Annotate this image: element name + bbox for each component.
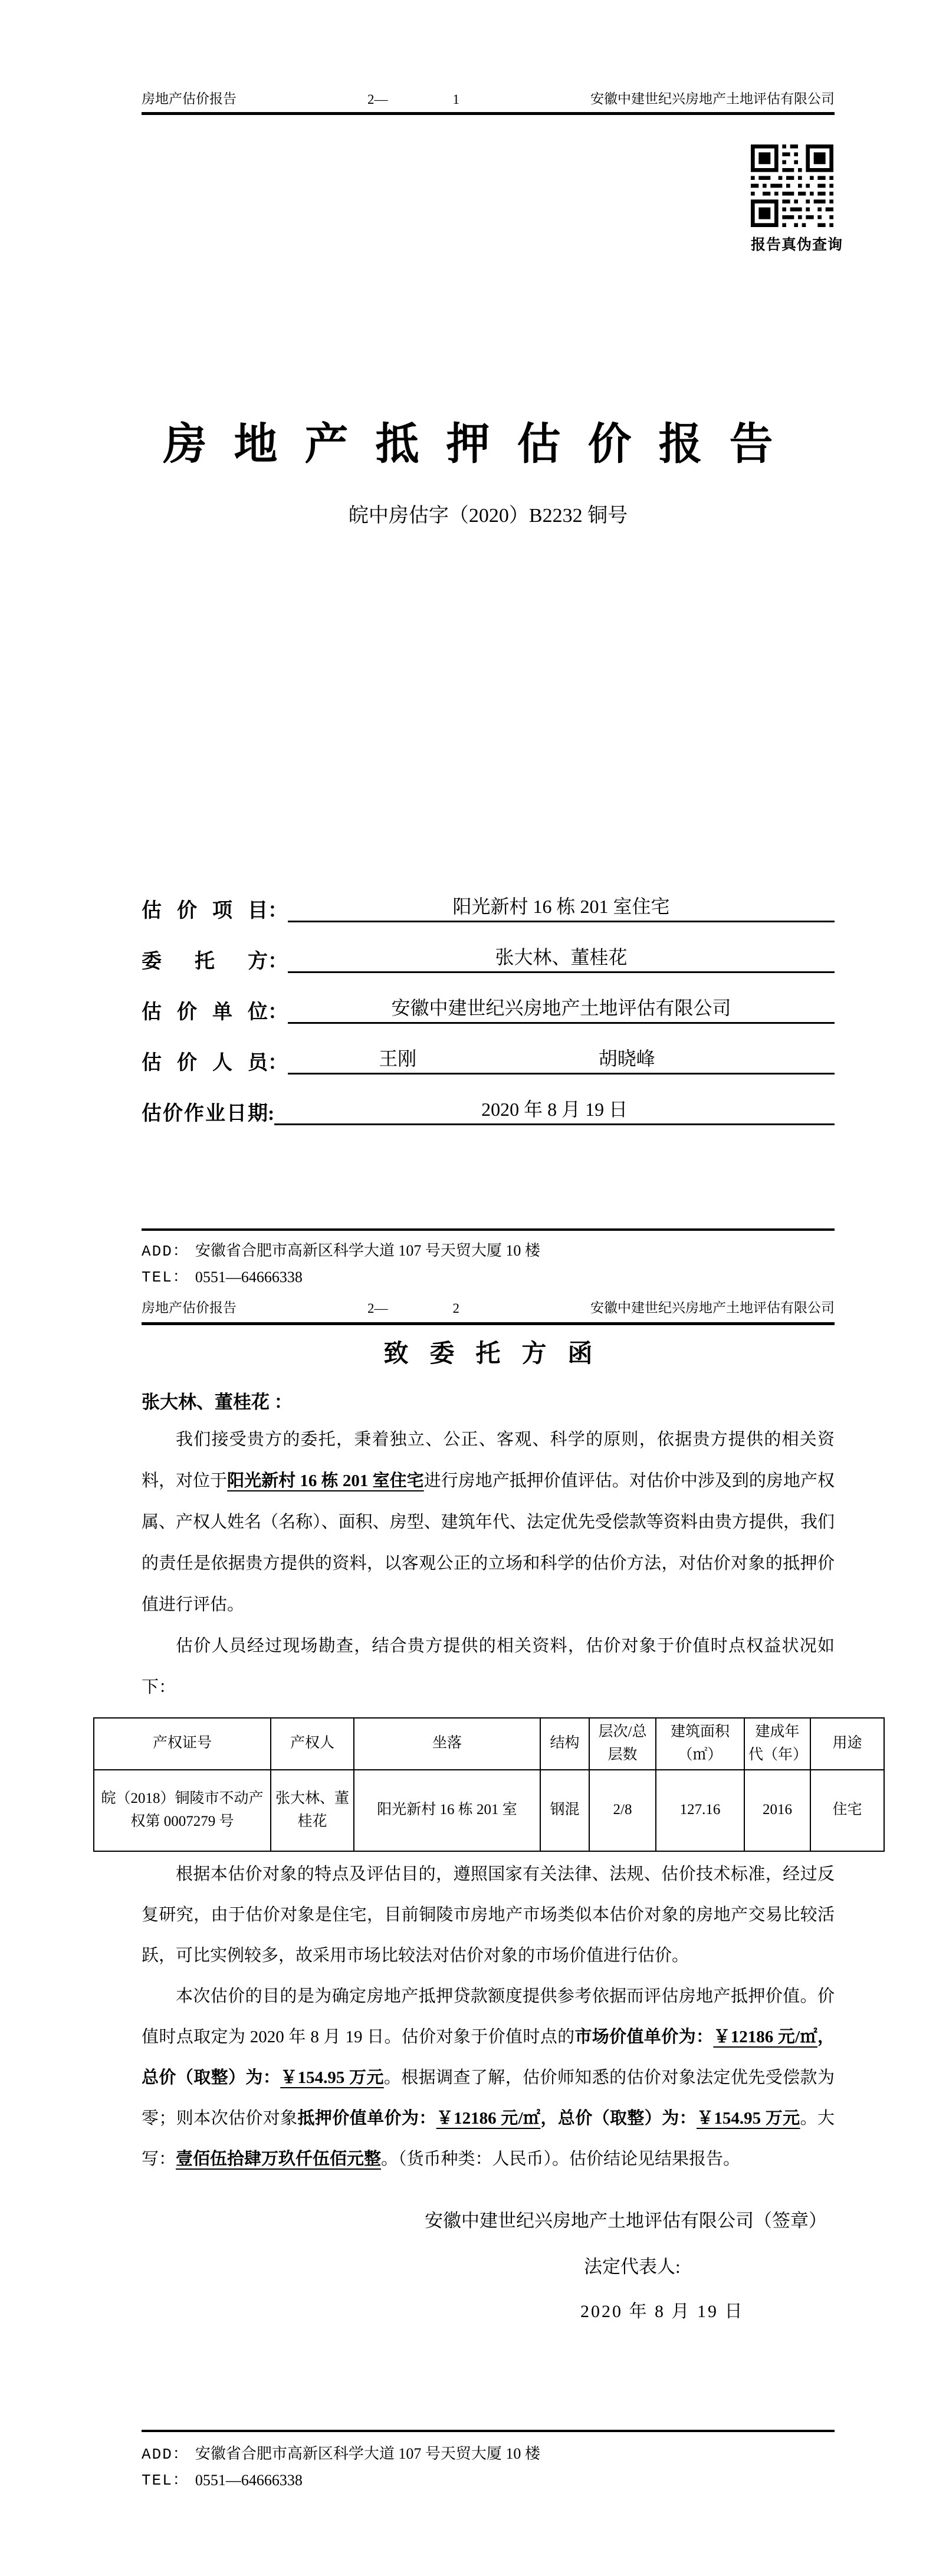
para4-text: 。（货币种类：人民币）。估价结论见结果报告。	[381, 2150, 741, 2168]
para4-text: 。大写：	[142, 2109, 835, 2168]
field-colon: ：	[268, 1052, 288, 1074]
field-row-client	[142, 931, 835, 973]
table-row	[94, 1770, 884, 1851]
col-header-structure: 结构	[540, 1718, 589, 1770]
amount-in-words: 壹佰伍拾肆万玖仟伍佰元整	[176, 2150, 382, 2168]
col-header-cert-no: 产权证号	[94, 1718, 271, 1770]
letter-body-part1	[142, 1419, 835, 1708]
field-row-date	[142, 1083, 835, 1125]
cell-owner: 张大林、董桂花	[271, 1770, 354, 1851]
header-company-name: 安徽中建世纪兴房地产土地评估有限公司	[590, 1300, 835, 1315]
page1-footer-rule	[142, 1228, 835, 1231]
mortgage-total-price-label: ，总价（取整）为：	[540, 2109, 697, 2128]
phone-label: TEL：	[142, 2472, 189, 2489]
market-total-price-label: ，总价（取整）为：	[142, 2028, 835, 2087]
header-company-name: 安徽中建世纪兴房地产土地评估有限公司	[590, 91, 835, 106]
address-label: ADD：	[142, 1243, 189, 1260]
market-unit-price-value: ￥12186 元/㎡	[713, 2028, 817, 2046]
field-label: 估价作业日期	[142, 1102, 268, 1125]
page2-footer-rule	[142, 2430, 835, 2432]
cell-location: 阳光新村 16 栋 201 室	[354, 1770, 540, 1851]
field-row-project	[142, 880, 835, 922]
qr-block	[751, 144, 843, 254]
field-value: 张大林、董桂花	[288, 945, 835, 973]
col-header-year-built: 建成年代（年）	[744, 1718, 810, 1770]
field-value	[288, 1047, 835, 1075]
para1-text: 进行房地产抵押价值评估。对估价中涉及到的房地产权属、产权人姓名（名称）、面积、房型、建筑年代、法定优先受偿款等资料由贵方提供，我们的责任是依据贵方提供的资料，以客观公正的立场和科学的估价方法，对估价对象的抵押价值进行评估。	[142, 1471, 835, 1614]
phone-value: 0551—64666338	[195, 1269, 303, 1286]
para1-subject-highlight: 阳光新村 16 栋 201 室住宅	[227, 1471, 424, 1490]
report-doc-number: 皖中房估字（2020）B2232 铜号	[348, 505, 628, 527]
phone-label: TEL：	[142, 1269, 189, 1286]
cell-year-built: 2016	[744, 1770, 810, 1851]
header-page-ref	[367, 92, 459, 107]
page2-footer-phone	[142, 2467, 835, 2489]
appraiser-name-2: 胡晓峰	[598, 1048, 655, 1070]
col-header-location: 坐落	[354, 1718, 540, 1770]
page2-footer-address	[142, 2442, 835, 2463]
address-label: ADD：	[142, 2446, 189, 2463]
col-header-owner: 产权人	[271, 1718, 354, 1770]
header-doc-type: 房地产估价报告	[142, 1300, 237, 1315]
page2-header-rule	[142, 1322, 835, 1325]
header-page-ref	[367, 1301, 459, 1316]
table-header-row	[94, 1718, 884, 1770]
appraiser-name-1: 王刚	[379, 1048, 417, 1070]
field-row-appraisers	[142, 1032, 835, 1075]
paragraph-4	[142, 1976, 835, 2180]
cell-area: 127.16	[656, 1770, 744, 1851]
market-unit-price-label: 市场价值单价为：	[574, 2028, 714, 2046]
phone-value: 0551—64666338	[195, 2472, 303, 2489]
signature-legal-representative: 法定代表人:	[584, 2256, 681, 2277]
para4-text: 。根据调查了解，估价师知悉的估价对象法定优先受偿款为零；则本次估价对象	[142, 2068, 835, 2128]
cell-floor: 2/8	[589, 1770, 656, 1851]
market-total-price-value: ￥154.95 万元	[280, 2068, 384, 2087]
header-page-ref-prefix: 2—	[367, 92, 388, 107]
cell-cert-no: 皖（2018）铜陵市不动产权第 0007279 号	[94, 1770, 271, 1851]
letter-salutation: 张大林、董桂花 ：	[142, 1392, 293, 1412]
para1-text: 我们接受贵方的委托，秉着独立、公正、客观、科学的原则，依据贵方提供的相关资料，对位于	[142, 1430, 835, 1490]
page1-footer-phone	[142, 1264, 835, 1286]
mortgage-unit-price-label: 抵押价值单价为：	[297, 2109, 436, 2128]
col-header-area: 建筑面积（㎡）	[656, 1718, 744, 1770]
page1-header	[142, 87, 835, 107]
address-value: 安徽省合肥市高新区科学大道 107 号天贸大厦 10 楼	[195, 2445, 540, 2462]
header-page-number: 1	[452, 92, 459, 107]
header-page-number: 2	[452, 1301, 459, 1316]
cell-use: 住宅	[810, 1770, 884, 1851]
signature-company: 安徽中建世纪兴房地产土地评估有限公司（签章）	[425, 2210, 827, 2231]
cell-structure: 钢混	[540, 1770, 589, 1851]
field-colon: ：	[268, 1001, 288, 1023]
field-row-agency	[142, 981, 835, 1024]
page1-header-rule	[142, 112, 835, 115]
field-colon: :	[268, 1102, 275, 1125]
col-header-floor: 层次/总层数	[589, 1718, 656, 1770]
field-label: 委托方	[142, 950, 268, 972]
field-colon: ：	[268, 950, 288, 972]
letter-body-part2	[142, 1854, 835, 2180]
header-page-ref-prefix: 2—	[367, 1301, 388, 1316]
field-label: 估价单位	[142, 1001, 268, 1023]
col-header-use: 用途	[810, 1718, 884, 1770]
paragraph-3: 根据本估价对象的特点及评估目的，遵照国家有关法律、法规、估价技术标准，经过反复研究，由于估价对象是住宅，目前铜陵市房地产市场类似本估价对象的房地产交易比较活跃，可比实例较多，故采用市场比较法对估价对象的市场价值进行估价。	[142, 1865, 835, 1965]
property-info-table	[93, 1717, 885, 1852]
report-main-title: 房地产抵押估价报告	[163, 420, 800, 469]
header-doc-type: 房地产估价报告	[142, 91, 237, 106]
field-colon: ：	[268, 899, 288, 922]
mortgage-unit-price-value: ￥12186 元/㎡	[436, 2109, 541, 2128]
paragraph-2: 估价人员经过现场勘查，结合贵方提供的相关资料，估价对象于价值时点权益状况如下：	[142, 1637, 835, 1697]
field-value: 阳光新村 16 栋 201 室住宅	[288, 895, 835, 922]
paragraph-1	[142, 1419, 835, 1625]
field-value: 安徽中建世纪兴房地产土地评估有限公司	[288, 996, 835, 1024]
page2-header	[142, 1296, 835, 1316]
qr-caption: 报告真伪查询	[751, 237, 843, 253]
mortgage-total-price-value: ￥154.95 万元	[696, 2109, 800, 2128]
field-label: 估价项目	[142, 899, 268, 922]
letter-title: 致委托方函	[383, 1340, 614, 1368]
page1-footer-address	[142, 1238, 835, 1260]
field-value: 2020 年 8 月 19 日	[274, 1098, 835, 1125]
field-label: 估价人员	[142, 1052, 268, 1074]
para4-text: 本次估价的目的是为确定房地产抵押贷款额度提供参考依据而评估房地产抵押价值。价值时点取定为 2020 年 8 月 19 日。估价对象于价值时点的	[142, 1987, 835, 2046]
signature-date: 2020 年 8 月 19 日	[580, 2302, 744, 2321]
address-value: 安徽省合肥市高新区科学大道 107 号天贸大厦 10 楼	[195, 1242, 540, 1259]
qr-code	[751, 144, 833, 227]
